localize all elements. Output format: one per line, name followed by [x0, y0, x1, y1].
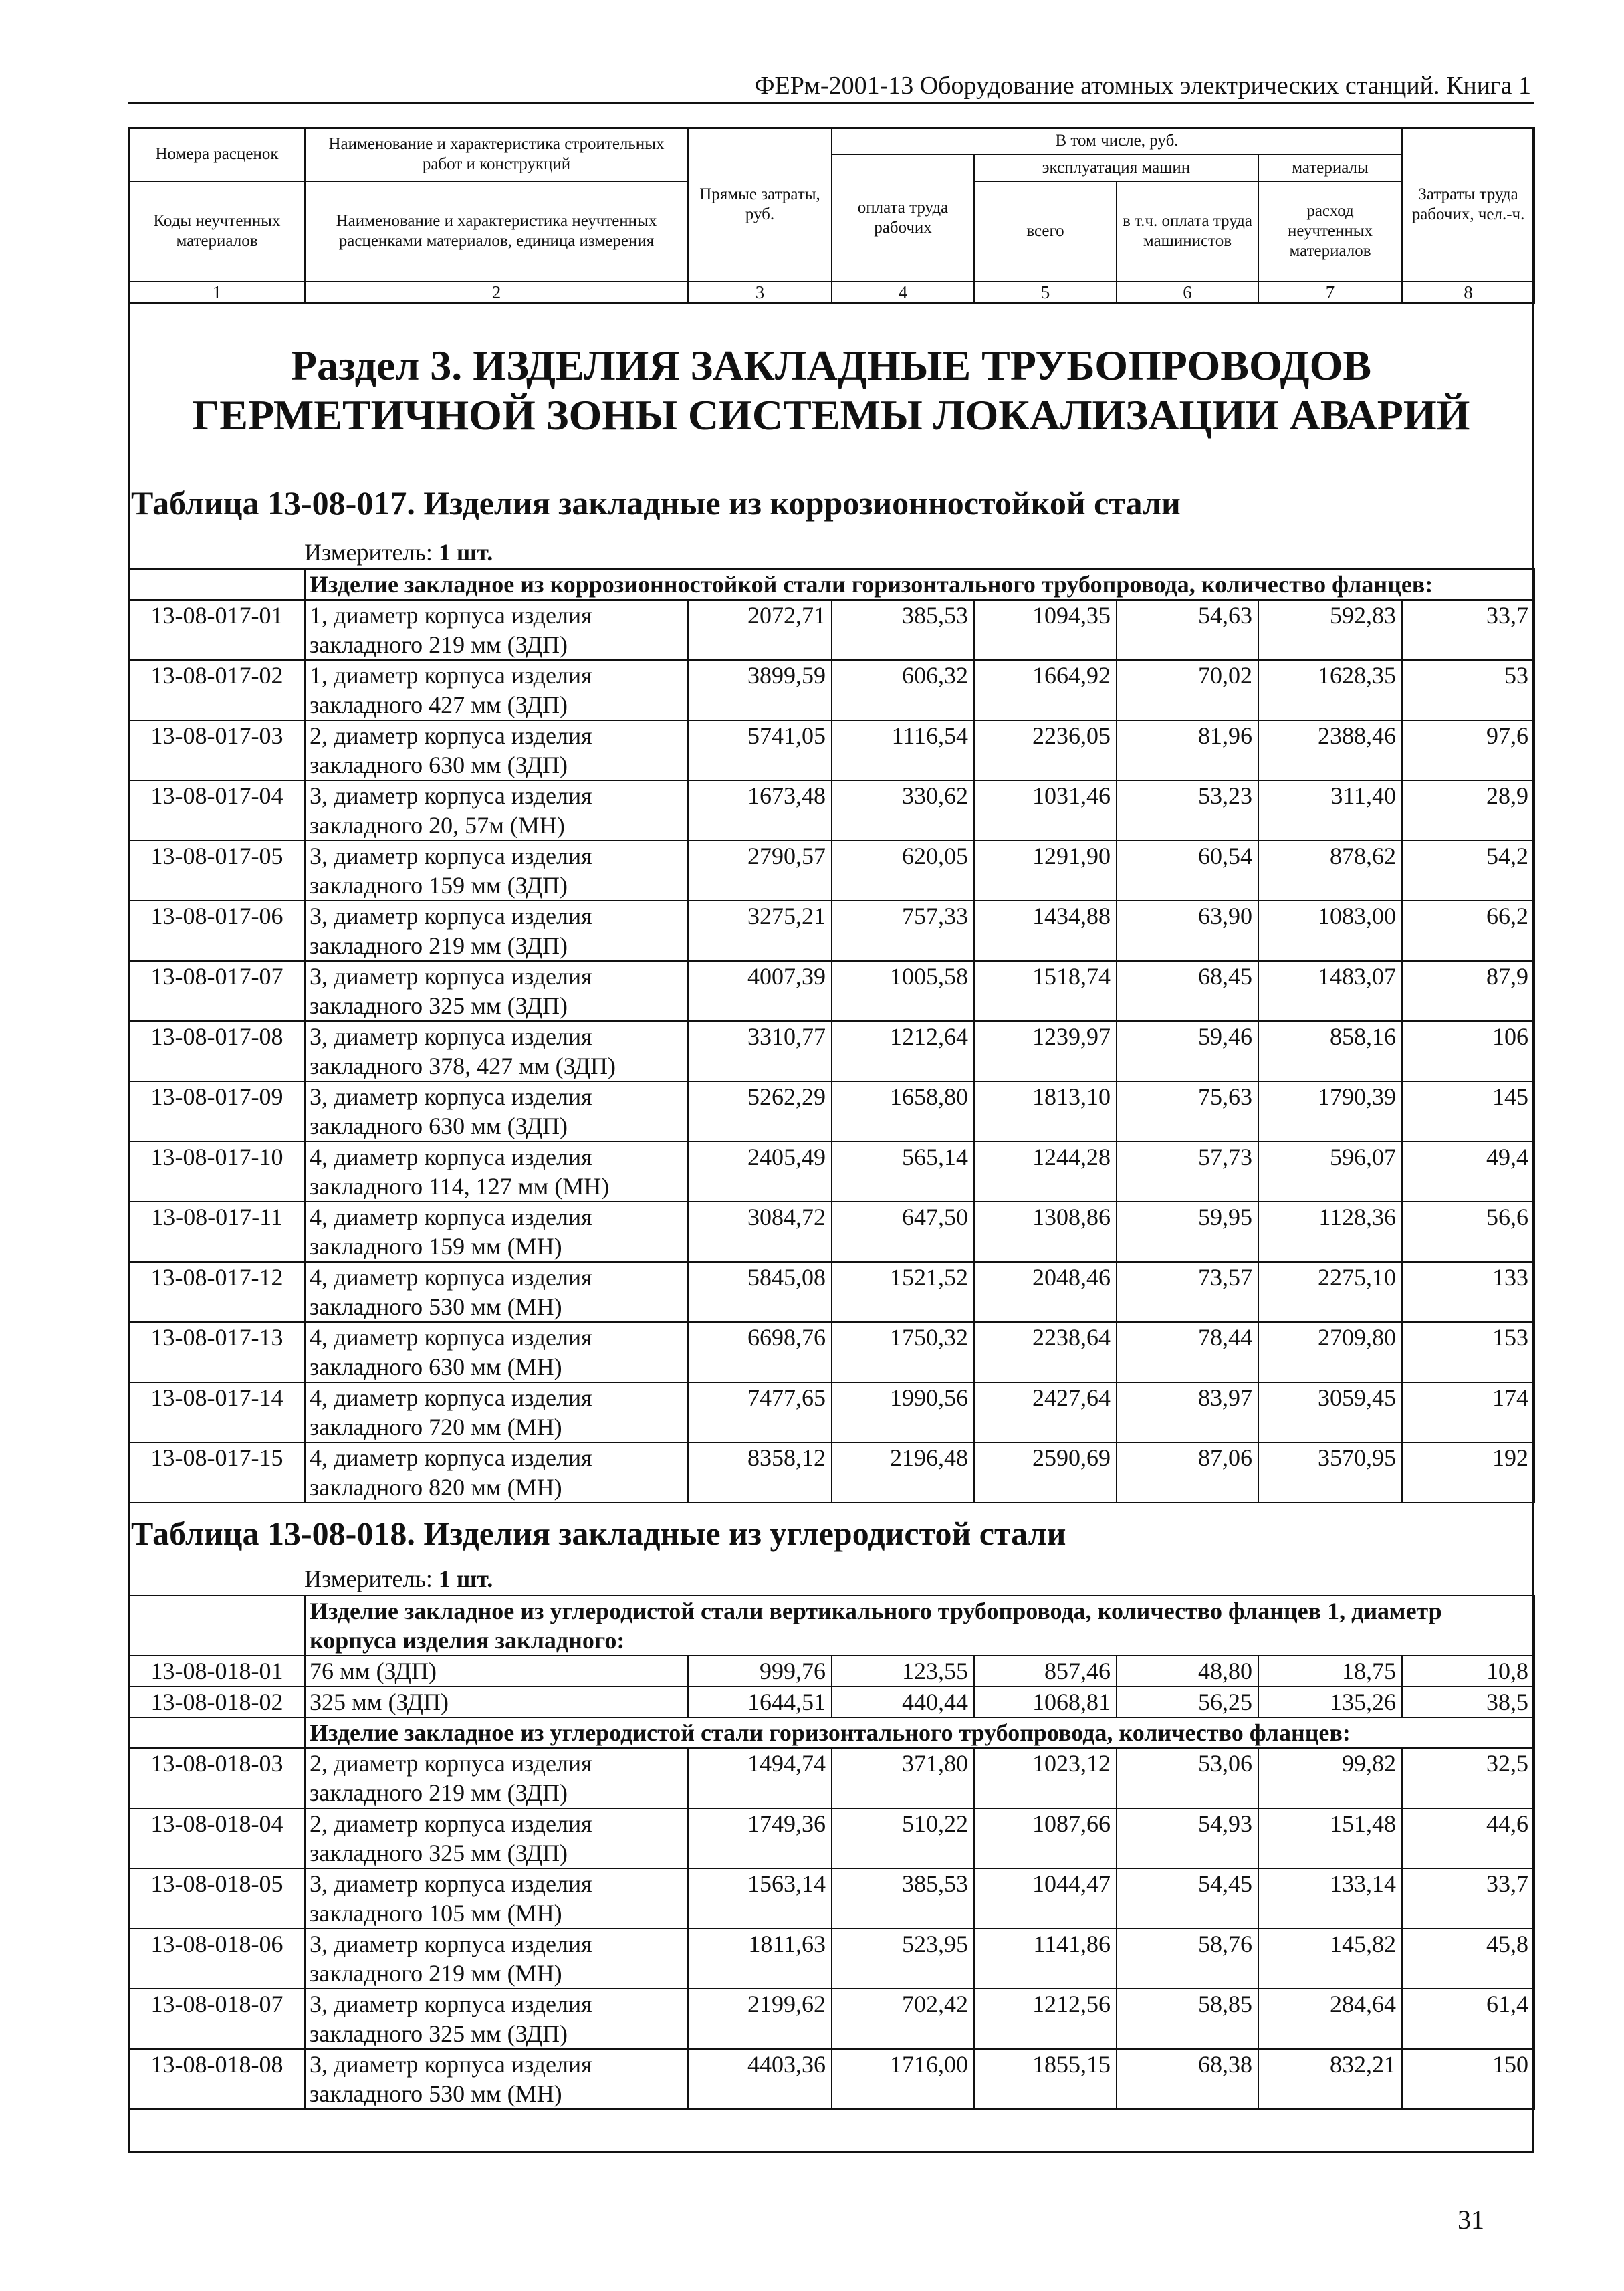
work-name-line: 3, диаметр корпуса изделия [310, 843, 592, 869]
materials-usage: 145,82 [1258, 1929, 1402, 1989]
worker-pay: 620,05 [832, 841, 974, 901]
labor-hours: 33,7 [1402, 1868, 1534, 1929]
materials-usage: 1128,36 [1258, 1202, 1402, 1262]
work-name [305, 1442, 688, 1503]
materials-usage: 592,83 [1258, 600, 1402, 660]
worker-pay: 1716,00 [832, 2049, 974, 2109]
measure-unit-label: Измеритель: [304, 539, 433, 566]
machines-total: 1434,88 [974, 901, 1117, 961]
work-name [305, 1989, 688, 2049]
labor-hours: 45,8 [1402, 1929, 1534, 1989]
group-spacer [129, 1596, 305, 1656]
work-name-line: закладного 219 мм (ЗДП) [310, 932, 568, 959]
rate-code: 13-08-018-08 [129, 2049, 305, 2109]
direct-costs: 999,76 [688, 1656, 832, 1686]
direct-costs: 5741,05 [688, 720, 832, 780]
table-row [129, 1141, 1534, 1202]
work-name-line: закладного 720 мм (МН) [310, 1414, 562, 1440]
work-name-line: закладного 630 мм (ЗДП) [310, 752, 568, 778]
operators-pay: 68,38 [1117, 2049, 1258, 2109]
work-name-line: 2, диаметр корпуса изделия [310, 722, 592, 749]
work-name [305, 1081, 688, 1141]
labor-hours: 32,5 [1402, 1748, 1534, 1808]
table-row [129, 1656, 1534, 1686]
operators-pay: 60,54 [1117, 841, 1258, 901]
group-heading: Изделие закладное из углеродистой стали вертикального трубопровода, количество фланцев 1, диаметр корпуса изделия закладного: [305, 1596, 1534, 1656]
rate-code: 13-08-017-09 [129, 1081, 305, 1141]
operators-pay: 53,23 [1117, 780, 1258, 841]
rates-table-018 [128, 1595, 1535, 2110]
work-name [305, 1382, 688, 1442]
table-row [129, 961, 1534, 1021]
operators-pay: 54,63 [1117, 600, 1258, 660]
direct-costs: 7477,65 [688, 1382, 832, 1442]
col-number: 6 [1117, 282, 1258, 303]
operators-pay: 83,97 [1117, 1382, 1258, 1442]
col-header-worker-pay: оплата труда рабочих [832, 154, 974, 282]
table-row [129, 1868, 1534, 1929]
table-row [129, 780, 1534, 841]
table-row [129, 1322, 1534, 1382]
table-row [129, 2049, 1534, 2109]
work-name [305, 841, 688, 901]
table-row [129, 1262, 1534, 1322]
col-header-material-names: Наименование и характеристика неучтенных расценками материалов, единица измерения [305, 181, 688, 282]
work-name-line: 4, диаметр корпуса изделия [310, 1143, 592, 1170]
labor-hours: 33,7 [1402, 600, 1534, 660]
materials-usage: 596,07 [1258, 1141, 1402, 1202]
work-name-line: закладного 114, 127 мм (МН) [310, 1173, 610, 1200]
materials-usage: 3570,95 [1258, 1442, 1402, 1503]
measure-unit [304, 1565, 493, 1593]
table-row [129, 1382, 1534, 1442]
direct-costs: 1494,74 [688, 1748, 832, 1808]
materials-usage: 135,26 [1258, 1686, 1402, 1717]
rate-code: 13-08-017-13 [129, 1322, 305, 1382]
group-heading: Изделие закладное из коррозионностойкой стали горизонтального трубопровода, количество фланцев: [305, 569, 1534, 600]
work-name-line: 325 мм (ЗДП) [310, 1688, 449, 1715]
labor-hours: 61,4 [1402, 1989, 1534, 2049]
work-name [305, 1686, 688, 1717]
direct-costs: 2199,62 [688, 1989, 832, 2049]
operators-pay: 48,80 [1117, 1656, 1258, 1686]
measure-unit [304, 538, 493, 566]
machines-total: 1031,46 [974, 780, 1117, 841]
work-name-line: закладного 219 мм (ЗДП) [310, 631, 568, 658]
group-row [129, 1717, 1534, 1748]
machines-total: 1044,47 [974, 1868, 1117, 1929]
col-header-including: В том числе, руб. [832, 128, 1402, 154]
machines-total: 1239,97 [974, 1021, 1117, 1081]
machines-total: 2048,46 [974, 1262, 1117, 1322]
operators-pay: 58,76 [1117, 1929, 1258, 1989]
materials-usage: 3059,45 [1258, 1382, 1402, 1442]
work-name [305, 961, 688, 1021]
work-name-line: закладного 530 мм (МН) [310, 1293, 562, 1320]
labor-hours: 66,2 [1402, 901, 1534, 961]
worker-pay: 757,33 [832, 901, 974, 961]
measure-unit-value: 1 шт. [438, 1565, 493, 1592]
work-name-line: закладного 630 мм (МН) [310, 1353, 562, 1380]
table-row [129, 901, 1534, 961]
operators-pay: 59,46 [1117, 1021, 1258, 1081]
work-name [305, 660, 688, 720]
materials-usage: 1628,35 [1258, 660, 1402, 720]
materials-usage: 1483,07 [1258, 961, 1402, 1021]
rate-code: 13-08-018-02 [129, 1686, 305, 1717]
operators-pay: 73,57 [1117, 1262, 1258, 1322]
materials-usage: 99,82 [1258, 1748, 1402, 1808]
materials-usage: 1083,00 [1258, 901, 1402, 961]
work-name [305, 1868, 688, 1929]
materials-usage: 18,75 [1258, 1656, 1402, 1686]
worker-pay: 1005,58 [832, 961, 974, 1021]
machines-total: 1068,81 [974, 1686, 1117, 1717]
labor-hours: 87,9 [1402, 961, 1534, 1021]
rate-code: 13-08-017-01 [129, 600, 305, 660]
machines-total: 1094,35 [974, 600, 1117, 660]
col-header-codes-top: Номера расценок [129, 128, 305, 181]
direct-costs: 2072,71 [688, 600, 832, 660]
work-name [305, 600, 688, 660]
labor-hours: 106 [1402, 1021, 1534, 1081]
labor-hours: 54,2 [1402, 841, 1534, 901]
group-heading: Изделие закладное из углеродистой стали горизонтального трубопровода, количество фланцев: [305, 1717, 1534, 1748]
work-name [305, 1929, 688, 1989]
work-name [305, 901, 688, 961]
table-row [129, 1929, 1534, 1989]
worker-pay: 1116,54 [832, 720, 974, 780]
operators-pay: 57,73 [1117, 1141, 1258, 1202]
work-name-line: 3, диаметр корпуса изделия [310, 1870, 592, 1897]
direct-costs: 1673,48 [688, 780, 832, 841]
table-row [129, 1989, 1534, 2049]
page-header: ФЕРм-2001-13 Оборудование атомных электрических станций. Книга 1 [754, 72, 1531, 100]
work-name [305, 1262, 688, 1322]
rate-code: 13-08-017-02 [129, 660, 305, 720]
worker-pay: 565,14 [832, 1141, 974, 1202]
measure-unit-label: Измеритель: [304, 1565, 433, 1592]
work-name-line: 4, диаметр корпуса изделия [310, 1384, 592, 1411]
materials-usage: 151,48 [1258, 1808, 1402, 1868]
table-row [129, 1808, 1534, 1868]
labor-hours: 150 [1402, 2049, 1534, 2109]
work-name-line: 2, диаметр корпуса изделия [310, 1810, 592, 1837]
machines-total: 1813,10 [974, 1081, 1117, 1141]
rate-code: 13-08-018-01 [129, 1656, 305, 1686]
work-name-line: закладного 105 мм (МН) [310, 1900, 562, 1927]
direct-costs: 1749,36 [688, 1808, 832, 1868]
rate-code: 13-08-018-07 [129, 1989, 305, 2049]
machines-total: 1212,56 [974, 1989, 1117, 2049]
direct-costs: 1563,14 [688, 1868, 832, 1929]
operators-pay: 54,93 [1117, 1808, 1258, 1868]
work-name [305, 1656, 688, 1686]
table-row [129, 1021, 1534, 1081]
work-name-line: 4, диаметр корпуса изделия [310, 1264, 592, 1291]
work-name-line: закладного 20, 57м (МН) [310, 812, 565, 839]
col-header-operators-pay: в т.ч. оплата труда машинистов [1117, 181, 1258, 282]
worker-pay: 440,44 [832, 1686, 974, 1717]
col-header-materials-usage: расход неучтенных материалов [1258, 181, 1402, 282]
labor-hours: 145 [1402, 1081, 1534, 1141]
operators-pay: 70,02 [1117, 660, 1258, 720]
col-header-materials: материалы [1258, 154, 1402, 181]
operators-pay: 81,96 [1117, 720, 1258, 780]
table-row [129, 600, 1534, 660]
work-name-line: закладного 219 мм (ЗДП) [310, 1779, 568, 1806]
direct-costs: 5845,08 [688, 1262, 832, 1322]
work-name-line: закладного 325 мм (ЗДП) [310, 2020, 568, 2047]
work-name [305, 1202, 688, 1262]
materials-usage: 133,14 [1258, 1868, 1402, 1929]
materials-usage: 2275,10 [1258, 1262, 1402, 1322]
machines-total: 1023,12 [974, 1748, 1117, 1808]
work-name [305, 1748, 688, 1808]
worker-pay: 1212,64 [832, 1021, 974, 1081]
materials-usage: 858,16 [1258, 1021, 1402, 1081]
materials-usage: 832,21 [1258, 2049, 1402, 2109]
work-name [305, 780, 688, 841]
operators-pay: 63,90 [1117, 901, 1258, 961]
work-name-line: закладного 325 мм (ЗДП) [310, 992, 568, 1019]
machines-total: 2590,69 [974, 1442, 1117, 1503]
operators-pay: 58,85 [1117, 1989, 1258, 2049]
worker-pay: 647,50 [832, 1202, 974, 1262]
rate-code: 13-08-017-03 [129, 720, 305, 780]
direct-costs: 2405,49 [688, 1141, 832, 1202]
machines-total: 1664,92 [974, 660, 1117, 720]
work-name-line: 4, диаметр корпуса изделия [310, 1324, 592, 1351]
work-name-line: 3, диаметр корпуса изделия [310, 903, 592, 930]
labor-hours: 192 [1402, 1442, 1534, 1503]
materials-usage: 878,62 [1258, 841, 1402, 901]
col-header-direct-costs: Прямые затраты, руб. [688, 128, 832, 282]
direct-costs: 3310,77 [688, 1021, 832, 1081]
labor-hours: 153 [1402, 1322, 1534, 1382]
direct-costs: 2790,57 [688, 841, 832, 901]
col-number: 8 [1402, 282, 1534, 303]
work-name-line: 76 мм (ЗДП) [310, 1658, 437, 1684]
worker-pay: 385,53 [832, 600, 974, 660]
operators-pay: 56,25 [1117, 1686, 1258, 1717]
materials-usage: 2709,80 [1258, 1322, 1402, 1382]
operators-pay: 68,45 [1117, 961, 1258, 1021]
work-name-line: закладного 378, 427 мм (ЗДП) [310, 1053, 616, 1079]
machines-total: 1244,28 [974, 1141, 1117, 1202]
direct-costs: 4007,39 [688, 961, 832, 1021]
work-name-line: 4, диаметр корпуса изделия [310, 1204, 592, 1230]
rate-code: 13-08-017-11 [129, 1202, 305, 1262]
direct-costs: 3275,21 [688, 901, 832, 961]
work-name-line: 1, диаметр корпуса изделия [310, 662, 592, 689]
machines-total: 1308,86 [974, 1202, 1117, 1262]
worker-pay: 330,62 [832, 780, 974, 841]
work-name [305, 720, 688, 780]
rate-code: 13-08-018-06 [129, 1929, 305, 1989]
col-header-machines: эксплуатация машин [974, 154, 1258, 181]
direct-costs: 3899,59 [688, 660, 832, 720]
col-number: 7 [1258, 282, 1402, 303]
rate-code: 13-08-017-15 [129, 1442, 305, 1503]
rate-code: 13-08-017-10 [129, 1141, 305, 1202]
work-name [305, 1322, 688, 1382]
worker-pay: 1750,32 [832, 1322, 974, 1382]
labor-hours: 53 [1402, 660, 1534, 720]
work-name-line: закладного 159 мм (ЗДП) [310, 872, 568, 899]
col-number: 5 [974, 282, 1117, 303]
work-name [305, 1021, 688, 1081]
materials-usage: 1790,39 [1258, 1081, 1402, 1141]
table-row [129, 1686, 1534, 1717]
work-name-line: закладного 630 мм (ЗДП) [310, 1113, 568, 1139]
labor-hours: 44,6 [1402, 1808, 1534, 1868]
labor-hours: 10,8 [1402, 1656, 1534, 1686]
direct-costs: 3084,72 [688, 1202, 832, 1262]
rate-code: 13-08-018-04 [129, 1808, 305, 1868]
col-header-machines-total: всего [974, 181, 1117, 282]
page-number: 31 [1458, 2205, 1484, 2235]
direct-costs: 1811,63 [688, 1929, 832, 1989]
rate-code: 13-08-017-07 [129, 961, 305, 1021]
labor-hours: 56,6 [1402, 1202, 1534, 1262]
worker-pay: 523,95 [832, 1929, 974, 1989]
work-name-line: 1, диаметр корпуса изделия [310, 602, 592, 629]
machines-total: 2236,05 [974, 720, 1117, 780]
worker-pay: 510,22 [832, 1808, 974, 1868]
operators-pay: 78,44 [1117, 1322, 1258, 1382]
table-row [129, 1748, 1534, 1808]
materials-usage: 284,64 [1258, 1989, 1402, 2049]
worker-pay: 2196,48 [832, 1442, 974, 1503]
rate-code: 13-08-017-08 [129, 1021, 305, 1081]
labor-hours: 49,4 [1402, 1141, 1534, 1202]
worker-pay: 606,32 [832, 660, 974, 720]
work-name [305, 2049, 688, 2109]
table-title: Таблица 13-08-018. Изделия закладные из углеродистой стали [131, 1515, 1066, 1552]
work-name-line: 3, диаметр корпуса изделия [310, 782, 592, 809]
header-rule [128, 102, 1534, 104]
worker-pay: 1521,52 [832, 1262, 974, 1322]
labor-hours: 97,6 [1402, 720, 1534, 780]
direct-costs: 8358,12 [688, 1442, 832, 1503]
col-header-name-top: Наименование и характеристика строительных работ и конструкций [305, 128, 688, 181]
machines-total: 1291,90 [974, 841, 1117, 901]
work-name-line: закладного 427 мм (ЗДП) [310, 691, 568, 718]
direct-costs: 4403,36 [688, 2049, 832, 2109]
operators-pay: 87,06 [1117, 1442, 1258, 1503]
work-name-line: закладного 530 мм (МН) [310, 2080, 562, 2107]
rate-code: 13-08-017-06 [129, 901, 305, 961]
work-name-line: 3, диаметр корпуса изделия [310, 1083, 592, 1110]
table-row [129, 720, 1534, 780]
measure-unit-value: 1 шт. [438, 539, 493, 566]
machines-total: 1518,74 [974, 961, 1117, 1021]
work-name-line: закладного 325 мм (ЗДП) [310, 1840, 568, 1866]
table-row [129, 841, 1534, 901]
col-number: 4 [832, 282, 974, 303]
section-title: Раздел 3. ИЗДЕЛИЯ ЗАКЛАДНЫЕ ТРУБОПРОВОДОВ ГЕРМЕТИЧНОЙ ЗОНЫ СИСТЕМЫ ЛОКАЛИЗАЦИИ АВАРИЙ [192, 342, 1470, 439]
rate-code: 13-08-018-03 [129, 1748, 305, 1808]
table-row [129, 1202, 1534, 1262]
work-name-line: закладного 219 мм (МН) [310, 1960, 562, 1987]
rate-code: 13-08-017-14 [129, 1382, 305, 1442]
worker-pay: 1658,80 [832, 1081, 974, 1141]
table-row [129, 1081, 1534, 1141]
worker-pay: 123,55 [832, 1656, 974, 1686]
labor-hours: 133 [1402, 1262, 1534, 1322]
work-name-line: закладного 820 мм (МН) [310, 1474, 562, 1501]
labor-hours: 174 [1402, 1382, 1534, 1442]
materials-usage: 311,40 [1258, 780, 1402, 841]
direct-costs: 6698,76 [688, 1322, 832, 1382]
machines-total: 2238,64 [974, 1322, 1117, 1382]
work-name-line: 3, диаметр корпуса изделия [310, 1991, 592, 2017]
group-spacer [129, 569, 305, 600]
machines-total: 1087,66 [974, 1808, 1117, 1868]
machines-total: 1855,15 [974, 2049, 1117, 2109]
work-name-line: 2, диаметр корпуса изделия [310, 1750, 592, 1777]
worker-pay: 702,42 [832, 1989, 974, 2049]
labor-hours: 28,9 [1402, 780, 1534, 841]
machines-total: 857,46 [974, 1656, 1117, 1686]
column-header-table [128, 127, 1535, 304]
col-number: 1 [129, 282, 305, 303]
rate-code: 13-08-017-05 [129, 841, 305, 901]
direct-costs: 1644,51 [688, 1686, 832, 1717]
work-name-line: 3, диаметр корпуса изделия [310, 963, 592, 990]
direct-costs: 5262,29 [688, 1081, 832, 1141]
work-name-line: 3, диаметр корпуса изделия [310, 1023, 592, 1050]
col-number: 3 [688, 282, 832, 303]
worker-pay: 371,80 [832, 1748, 974, 1808]
rates-table-017 [128, 568, 1535, 1503]
work-name-line: закладного 159 мм (МН) [310, 1233, 562, 1260]
table-row [129, 1442, 1534, 1503]
operators-pay: 54,45 [1117, 1868, 1258, 1929]
machines-total: 2427,64 [974, 1382, 1117, 1442]
group-spacer [129, 1717, 305, 1748]
operators-pay: 75,63 [1117, 1081, 1258, 1141]
work-name [305, 1808, 688, 1868]
worker-pay: 385,53 [832, 1868, 974, 1929]
table-title: Таблица 13-08-017. Изделия закладные из коррозионностойкой стали [131, 484, 1181, 522]
work-name-line: 3, диаметр корпуса изделия [310, 2051, 592, 2078]
work-name [305, 1141, 688, 1202]
rate-code: 13-08-017-04 [129, 780, 305, 841]
operators-pay: 59,95 [1117, 1202, 1258, 1262]
col-header-labor-hours: Затраты труда рабочих, чел.-ч. [1402, 128, 1534, 282]
col-header-material-codes: Коды неучтенных материалов [129, 181, 305, 282]
machines-total: 1141,86 [974, 1929, 1117, 1989]
rate-code: 13-08-018-05 [129, 1868, 305, 1929]
labor-hours: 38,5 [1402, 1686, 1534, 1717]
table-row [129, 660, 1534, 720]
operators-pay: 53,06 [1117, 1748, 1258, 1808]
work-name-line: 4, диаметр корпуса изделия [310, 1444, 592, 1471]
worker-pay: 1990,56 [832, 1382, 974, 1442]
rate-code: 13-08-017-12 [129, 1262, 305, 1322]
col-number: 2 [305, 282, 688, 303]
materials-usage: 2388,46 [1258, 720, 1402, 780]
work-name-line: 3, диаметр корпуса изделия [310, 1931, 592, 1957]
